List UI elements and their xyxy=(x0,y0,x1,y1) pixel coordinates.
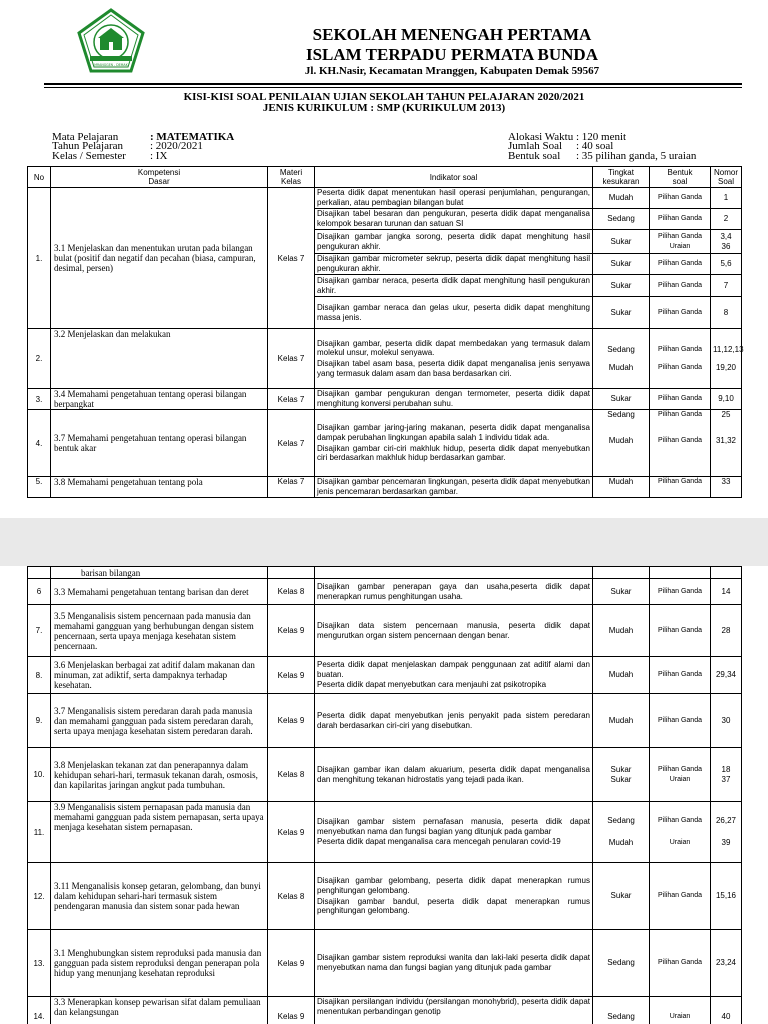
cell-no: 14. xyxy=(28,997,51,1024)
cell-no: 13. xyxy=(28,930,51,997)
cell-materi: Kelas 7 xyxy=(268,410,315,477)
cell-bentuk: Pilihan Ganda xyxy=(650,275,711,297)
info-label: Jumlah Soal xyxy=(508,140,563,153)
cell-tingkat: Sukar xyxy=(593,230,650,254)
info-label: Bentuk soal xyxy=(508,149,561,162)
info-value: : 2020/2021 xyxy=(150,140,203,153)
cell-indikator: Disajikan gambar jaring-jaring makanan, peserta didik dapat menganalisa dampak perubahan lingkungan apabila salah 1 individu tidak ada. Disajikan gambar ciri-ciri makhluk hidup, peserta didik dapat menyebutkan ciri berdasarkan makhluk hidup berdasarkan gambar. xyxy=(315,410,593,477)
cell-no: 6 xyxy=(28,579,51,605)
cell-bentuk: Pilihan Ganda Pilihan Ganda xyxy=(650,329,711,389)
cell-bentuk: Pilihan Ganda xyxy=(650,254,711,275)
table-row xyxy=(28,329,742,389)
cell-indikator: Peserta didik dapat menjelaskan dampak penggunaan zat aditif alami dan buatan. Peserta didik dapat menyebutkan cara menjauhi zat psikotropika xyxy=(315,657,593,694)
cell-kompetensi: 3.3 Memahami pengetahuan tentang barisan dan deret xyxy=(51,579,268,605)
cell-bentuk: Pilihan Ganda xyxy=(650,209,711,230)
cell-kompetensi: 3.4 Memahami pengetahuan tentang operasi bilangan berpangkat xyxy=(51,389,268,410)
table-row xyxy=(28,694,742,748)
cell-kompetensi: 3.9 Menganalisis sistem pernapasan pada manusia dan memahami gangguan pada sistem pernapasan, serta upaya menjaga kesehatan sistem pernapasan. xyxy=(51,802,268,863)
cell-nomor: 3,4 36 xyxy=(711,230,742,254)
cell-no: 8. xyxy=(28,657,51,694)
cell-nomor: 15,16 xyxy=(711,863,742,930)
cell-indikator: Disajikan persilangan individu (persilangan monohybrid), peserta didik dapat menentukan perbandingan genotip xyxy=(315,997,593,1024)
table-row xyxy=(28,567,742,579)
cell-no xyxy=(28,567,51,579)
table-row xyxy=(28,410,742,477)
table-row xyxy=(28,657,742,694)
cell-tingkat: Sedang Mudah xyxy=(593,802,650,863)
cell-materi: Kelas 7 xyxy=(268,389,315,410)
cell-indikator: Disajikan gambar pencemaran lingkungan, peserta didik dapat menyebutkan jenis pencemaran berdasarkan gambar. xyxy=(315,477,593,498)
cell-tingkat: Mudah xyxy=(593,694,650,748)
cell-nomor xyxy=(711,567,742,579)
cell-nomor: 18 37 xyxy=(711,748,742,802)
cell-bentuk: Pilihan Ganda xyxy=(650,694,711,748)
kisi-kisi-table xyxy=(27,166,742,498)
cell-indikator: Disajikan gambar neraca, peserta didik dapat menghitung hasil pengukuran akhir. xyxy=(315,275,593,297)
cell-tingkat: Mudah xyxy=(593,188,650,209)
table-header-row xyxy=(28,167,742,188)
cell-materi: Kelas 9 xyxy=(268,997,315,1024)
info-value: : IX xyxy=(150,149,168,162)
cell-nomor: 23,24 xyxy=(711,930,742,997)
cell-kompetensi: 3.5 Menganalisis sistem pencernaan pada manusia dan memahami gangguan yang berhubungan dengan sistem pencernaan, serta upaya menjaga kesehatan sistem pencernaan. xyxy=(51,605,268,657)
cell-kompetensi: 3.7 Memahami pengetahuan tentang operasi bilangan bentuk akar xyxy=(51,410,268,477)
cell-no: 9. xyxy=(28,694,51,748)
cell-materi: Kelas 7 xyxy=(268,477,315,498)
cell-nomor: 29,34 xyxy=(711,657,742,694)
info-value: : MATEMATIKA xyxy=(150,131,235,143)
cell-kompetensi: 3.3 Menerapkan konsep pewarisan sifat dalam pemuliaan dan kelangsungan xyxy=(51,997,268,1024)
cell-no: 4. xyxy=(28,410,51,477)
cell-indikator: Peserta didik dapat menyebutkan jenis penyakit pada sistem peredaran darah berdasarkan ciri-ciri yang disebutkan. xyxy=(315,694,593,748)
kisi-kisi-table-continued xyxy=(27,566,742,1024)
header-rule-thick xyxy=(44,83,742,85)
table-row xyxy=(28,930,742,997)
cell-nomor: 40 xyxy=(711,997,742,1024)
cell-nomor: 8 xyxy=(711,297,742,329)
cell-kompetensi: 3.11 Menganalisis konsep getaran, gelombang, dan bunyi dalam kehidupan sehari-hari termasuk sistem pendengaran manusia dan sistem sonar pada hewan xyxy=(51,863,268,930)
info-label: Kelas / Semester xyxy=(52,149,126,162)
header-indikator: Indikator soal xyxy=(315,167,593,188)
table-row xyxy=(28,579,742,605)
table-row xyxy=(28,605,742,657)
cell-kompetensi: 3.6 Menjelaskan berbagai zat aditif dalam makanan dan minuman, zat adiktif, serta dampaknya terhadap kesehatan. xyxy=(51,657,268,694)
cell-bentuk: Pilihan Ganda xyxy=(650,863,711,930)
table-row xyxy=(28,748,742,802)
cell-bentuk: Pilihan Ganda Uraian xyxy=(650,748,711,802)
cell-nomor: 26,27 39 xyxy=(711,802,742,863)
cell-bentuk: Pilihan Ganda xyxy=(650,389,711,410)
cell-tingkat: Sukar xyxy=(593,275,650,297)
cell-nomor: 30 xyxy=(711,694,742,748)
cell-tingkat: Sukar xyxy=(593,297,650,329)
cell-indikator: Disajikan gambar jangka sorong, peserta didik dapat menghitung hasil pengukuran akhir. xyxy=(315,230,593,254)
cell-kompetensi: 3.1 Menghubungkan sistem reproduksi pada manusia dan gangguan pada sistem reproduksi dengan penerapan pola hidup yang menunjang kesehatan reproduksi xyxy=(51,930,268,997)
cell-tingkat: Sukar xyxy=(593,863,650,930)
cell-tingkat: Sedang xyxy=(593,997,650,1024)
info-value: : 40 soal xyxy=(576,140,614,153)
cell-bentuk: Pilihan Ganda Pilihan Ganda xyxy=(650,410,711,477)
cell-tingkat: Sukar Sukar xyxy=(593,748,650,802)
cell-kompetensi: 3.8 Memahami pengetahuan tentang pola xyxy=(51,477,268,498)
header-no: No xyxy=(28,167,51,188)
cell-tingkat: Sedang Mudah xyxy=(593,329,650,389)
cell-materi: Kelas 9 xyxy=(268,605,315,657)
cell-bentuk: Uraian xyxy=(650,997,711,1024)
table-row xyxy=(28,863,742,930)
cell-bentuk: Pilihan Ganda xyxy=(650,605,711,657)
header-tingkat: Tingkat kesukaran xyxy=(593,167,650,188)
cell-indikator: Disajikan gambar, peserta didik dapat membedakan yang termasuk dalam molekul unsur, molekul senyawa. Disajikan tabel asam basa, peserta didik dapat menganalisa jenis senyawa yang termasuk dalam asam dan basa berdasarkan ciri. xyxy=(315,329,593,389)
cell-no: 5. xyxy=(28,477,51,498)
cell-nomor: 2 xyxy=(711,209,742,230)
cell-materi: Kelas 9 xyxy=(268,930,315,997)
info-label: Mata Pelajaran xyxy=(52,131,119,143)
cell-indikator: Disajikan data sistem pencernaan manusia, peserta didik dapat mengurutkan organ sistem pencernaan dengan benar. xyxy=(315,605,593,657)
cell-materi: Kelas 9 xyxy=(268,802,315,863)
cell-nomor: 5,6 xyxy=(711,254,742,275)
table-row xyxy=(28,188,742,209)
cell-bentuk xyxy=(650,567,711,579)
cell-no: 11. xyxy=(28,802,51,863)
info-label: Tahun Pelajaran xyxy=(52,140,124,153)
subject-info xyxy=(52,133,234,161)
cell-indikator: Disajikan gambar micrometer sekrup, peserta didik dapat menghitung hasil pengukuran akhir. xyxy=(315,254,593,275)
cell-indikator xyxy=(315,567,593,579)
info-value: : 120 menit xyxy=(576,131,627,143)
exam-info xyxy=(508,133,696,161)
cell-nomor: 11,12,13 19,20 xyxy=(711,329,742,389)
cell-nomor: 33 xyxy=(711,477,742,498)
cell-bentuk: Pilihan Ganda xyxy=(650,188,711,209)
cell-bentuk: Pilihan Ganda Uraian xyxy=(650,802,711,863)
cell-bentuk: Pilihan Ganda xyxy=(650,477,711,498)
header-kompetensi: Kompetensi Dasar xyxy=(51,167,268,188)
header-nomor: Nomor Soal xyxy=(711,167,742,188)
cell-nomor: 14 xyxy=(711,579,742,605)
cell-bentuk: Pilihan Ganda Uraian xyxy=(650,230,711,254)
header-materi: Materi Kelas xyxy=(268,167,315,188)
cell-nomor: 28 xyxy=(711,605,742,657)
school-name-line1: SEKOLAH MENENGAH PERTAMA xyxy=(312,25,592,44)
school-name-line2: ISLAM TERPADU PERMATA BUNDA xyxy=(305,45,598,64)
cell-kompetensi: 3.2 Menjelaskan dan melakukan xyxy=(51,329,268,389)
cell-materi: Kelas 8 xyxy=(268,579,315,605)
cell-tingkat: Sedang xyxy=(593,930,650,997)
logo-text: MRANGGEN - DEMAK xyxy=(94,63,128,67)
document-subtitle: JENIS KURIKULUM : SMP (KURIKULUM 2013) xyxy=(262,102,506,114)
cell-no: 2. xyxy=(28,329,51,389)
school-address: Jl. KH.Nasir, Kecamatan Mranggen, Kabupaten Demak 59567 xyxy=(304,65,600,77)
cell-tingkat: Sedang xyxy=(593,209,650,230)
cell-tingkat: Sukar xyxy=(593,254,650,275)
cell-tingkat xyxy=(593,567,650,579)
cell-no: 7. xyxy=(28,605,51,657)
cell-nomor: 9,10 xyxy=(711,389,742,410)
cell-materi: Kelas 7 xyxy=(268,329,315,389)
cell-kompetensi: barisan bilangan xyxy=(51,567,268,579)
cell-tingkat: Mudah xyxy=(593,605,650,657)
cell-indikator: Disajikan gambar neraca dan gelas ukur, peserta didik dapat menghitung massa jenis. xyxy=(315,297,593,329)
cell-kompetensi: 3.1 Menjelaskan dan menentukan urutan pada bilangan bulat (positif dan negatif dan pecahan (biasa, campuran, desimal, persen) xyxy=(51,188,268,329)
cell-bentuk: Pilihan Ganda xyxy=(650,297,711,329)
cell-tingkat: Sukar xyxy=(593,579,650,605)
cell-materi: Kelas 8 xyxy=(268,748,315,802)
cell-kompetensi: 3.8 Menjelaskan tekanan zat dan penerapannya dalam kehidupan sehari-hari, termasuk tekanan darah, osmosis, dan kapilaritas jaringan angkut pada tumbuhan. xyxy=(51,748,268,802)
cell-indikator: Disajikan gambar penerapan gaya dan usaha,peserta didik dapat menerapkan rumus penghitungan usaha. xyxy=(315,579,593,605)
table-row xyxy=(28,477,742,498)
cell-indikator: Disajikan gambar ikan dalam akuarium, peserta didik dapat menganalisa dan menghitung tekanan hidrostatis yang tejadi pada ikan. xyxy=(315,748,593,802)
cell-nomor: 7 xyxy=(711,275,742,297)
info-value: : 35 pilihan ganda, 5 uraian xyxy=(576,149,697,162)
cell-materi: Kelas 9 xyxy=(268,657,315,694)
cell-materi: Kelas 8 xyxy=(268,863,315,930)
table-row xyxy=(28,389,742,410)
cell-indikator: Peserta didik dapat menentukan hasil operasi penjumlahan, pengurangan, perkalian, atau pembagian bilangan bulat xyxy=(315,188,593,209)
cell-tingkat: Sukar xyxy=(593,389,650,410)
cell-materi xyxy=(268,567,315,579)
cell-kompetensi: 3.7 Menganalisis sistem peredaran darah pada manusia dan memahami gangguan pada sistem peredaran darah, serta upaya menjaga kesehatan sistem peredaran darah. xyxy=(51,694,268,748)
cell-tingkat: Sedang Mudah xyxy=(593,410,650,477)
cell-no: 10. xyxy=(28,748,51,802)
cell-bentuk: Pilihan Ganda xyxy=(650,579,711,605)
document-page-2 xyxy=(0,566,768,1024)
school-logo xyxy=(76,8,146,74)
table-row xyxy=(28,802,742,863)
info-label: Alokasi Waktu xyxy=(508,131,574,143)
cell-indikator: Disajikan gambar sistem pernafasan manusia, peserta didik dapat menyebutkan nama dan fungsi bagian yang ditunjuk pada gambar Peserta didik dapat menganalisa cara mencegah penularan covid-19 xyxy=(315,802,593,863)
cell-materi: Kelas 9 xyxy=(268,694,315,748)
cell-nomor: 25 31,32 xyxy=(711,410,742,477)
document-title: KISI-KISI SOAL PENILAIAN UJIAN SEKOLAH TAHUN PELAJARAN 2020/2021 xyxy=(183,91,585,103)
cell-nomor: 1 xyxy=(711,188,742,209)
header-rule-thin xyxy=(44,87,742,88)
cell-indikator: Disajikan gambar gelombang, peserta didik dapat menerapkan rumus penghitungan gelombang. Disajikan gambar bandul, peserta didik dapat menerapkan rumus penghitungan gelombang. xyxy=(315,863,593,930)
cell-indikator: Disajikan tabel besaran dan pengukuran, peserta didik dapat menganalisa kelompok besaran turunan dan satuan SI xyxy=(315,209,593,230)
cell-no: 12. xyxy=(28,863,51,930)
cell-tingkat: Mudah xyxy=(593,477,650,498)
cell-no: 3. xyxy=(28,389,51,410)
cell-bentuk: Pilihan Ganda xyxy=(650,930,711,997)
cell-materi: Kelas 7 xyxy=(268,188,315,329)
cell-bentuk: Pilihan Ganda xyxy=(650,657,711,694)
cell-indikator: Disajikan gambar sistem reproduksi wanita dan laki-laki peserta didik dapat menyebutkan nama dan fungsi bagian yang ditunjuk pada gambar xyxy=(315,930,593,997)
cell-tingkat: Mudah xyxy=(593,657,650,694)
header-bentuk: Bentuk soal xyxy=(650,167,711,188)
cell-indikator: Disajikan gambar pengukuran dengan termometer, peserta didik dapat menghitung konversi perubahan suhu. xyxy=(315,389,593,410)
cell-no: 1. xyxy=(28,188,51,329)
table-row xyxy=(28,997,742,1024)
